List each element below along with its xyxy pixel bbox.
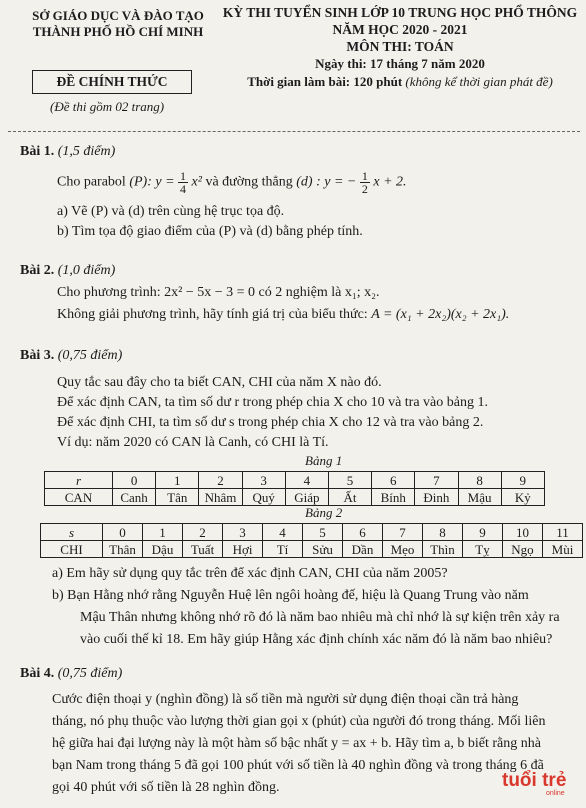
header-divider — [8, 131, 580, 132]
bai2-line2a: Không giải phương trình, hãy tính giá trị của biểu thức: — [57, 307, 368, 322]
exam-date: Ngày thi: 17 tháng 7 năm 2020 — [315, 56, 485, 71]
table-cell: 6 — [372, 472, 415, 489]
pages-note: (Đề thi gồm 02 trang) — [50, 99, 165, 114]
bai4-title: Bài 4. — [20, 666, 55, 681]
table-cell: Mậu — [458, 489, 501, 506]
logo-brand: tuổi trẻ — [502, 770, 567, 791]
bai4-line5: gọi 40 phút với số tiền là 28 nghìn đồng. — [52, 780, 280, 795]
bai4-heading — [20, 665, 122, 683]
table-cell: Thân — [103, 541, 143, 558]
table-cell: Tuất — [183, 541, 223, 558]
table-cell: Canh — [113, 489, 156, 506]
table-cell: 7 — [383, 524, 423, 541]
table2-value-row — [41, 541, 583, 558]
table-cell: Tỵ — [463, 541, 503, 558]
table-cell: 7 — [415, 472, 458, 489]
bai2-points: (1,0 điểm) — [57, 263, 116, 278]
table-cell: Thìn — [423, 541, 463, 558]
fraction-one-half: $\frac{1}{2}$ — [361, 169, 368, 196]
table-cell: 9 — [501, 472, 544, 489]
table-cell: 4 — [263, 524, 303, 541]
table-cell: 2 — [183, 524, 223, 541]
duration-note: (không kể thời gian phát đề) — [405, 74, 553, 89]
table-cell: 0 — [113, 472, 156, 489]
duration — [220, 73, 580, 91]
table1-head-row — [45, 472, 545, 489]
bai1-part-b: b) Tìm tọa độ giao điểm của (P) và (d) bằng phép tính. — [57, 224, 363, 239]
bai3-heading — [20, 347, 122, 365]
bai1-part-a: a) Vẽ (P) và (d) trên cùng hệ trục tọa độ. — [57, 204, 285, 219]
table-cell: Ất — [328, 489, 371, 506]
table-cell: 5 — [303, 524, 343, 541]
bai4-line4: bạn Nam trong tháng 5 đã gọi 100 phút với số tiền là 40 nghìn đồng và trong tháng 6 đã — [52, 758, 544, 773]
header-right — [220, 4, 580, 91]
table-cell: Quý — [242, 489, 285, 506]
bai1-heading — [20, 143, 115, 161]
table-cell: 2 — [199, 472, 242, 489]
bai2-expression: A = (x₁ + 2x₂)(x₂ + 2x₁). — [371, 307, 510, 322]
table-cell: 9 — [463, 524, 503, 541]
school-year: NĂM HỌC 2020 - 2021 — [332, 22, 468, 37]
bai1-intro-b: và đường thẳng — [205, 174, 293, 190]
bai1-points: (1,5 điểm) — [57, 144, 116, 159]
table-cell: 1 — [156, 472, 199, 489]
table-cell: Mẹo — [383, 541, 423, 558]
table-cell: Kỷ — [501, 489, 544, 506]
department-name: SỞ GIÁO DỤC VÀ ĐÀO TẠO — [32, 8, 204, 23]
bai2-title: Bài 2. — [20, 263, 55, 278]
table-cell: Sửu — [303, 541, 343, 558]
table-cell: 3 — [223, 524, 263, 541]
table2-caption: Bảng 2 — [305, 505, 343, 520]
table-can — [44, 471, 545, 506]
table-cell: 1 — [143, 524, 183, 541]
official-label: ĐỀ CHÍNH THỨC — [32, 70, 192, 94]
bai3-line4: Ví dụ: năm 2020 có CAN là Canh, có CHI là Tí. — [57, 435, 329, 450]
table-cell: 11 — [543, 524, 583, 541]
table-cell: CAN — [45, 489, 113, 506]
table-cell: 5 — [328, 472, 371, 489]
exam-title: KỲ THI TUYỂN SINH LỚP 10 TRUNG HỌC PHỔ THÔNG — [222, 5, 578, 20]
table-cell: Tân — [156, 489, 199, 506]
table-cell: 3 — [242, 472, 285, 489]
bai3-line2: Để xác định CAN, ta tìm số dư r trong phép chia X cho 10 và tra vào bảng 1. — [57, 395, 488, 410]
table-cell: Hợi — [223, 541, 263, 558]
city-name: THÀNH PHỐ HỒ CHÍ MINH — [32, 24, 204, 39]
table1-caption: Bảng 1 — [305, 453, 343, 468]
bai1-title: Bài 1. — [20, 144, 55, 159]
table-cell: Mùi — [543, 541, 583, 558]
table-cell: Giáp — [285, 489, 328, 506]
table2-head-row — [41, 524, 583, 541]
table-cell: Bính — [372, 489, 415, 506]
logo-sub: online — [546, 790, 565, 797]
table1-value-row — [45, 489, 545, 506]
table-cell: Ngọ — [503, 541, 543, 558]
bai2-heading — [20, 262, 115, 280]
table-cell: Đinh — [415, 489, 458, 506]
table-cell: 8 — [458, 472, 501, 489]
bai3-question-b3: vào cuối thế kỉ 18. Em hãy giúp Hằng xác định chính xác năm đó là năm bao nhiêu? — [80, 632, 553, 647]
bai1-intro-a: Cho parabol — [57, 174, 126, 190]
bai2-line1: Cho phương trình: 2x² − 5x − 3 = 0 có 2 nghiệm là x₁; x₂. — [57, 285, 380, 300]
bai2-line2 — [57, 306, 509, 324]
table-cell: 4 — [285, 472, 328, 489]
table-chi — [40, 523, 583, 558]
bai4-line3: hệ giữa hai đại lượng này là một hàm số bậc nhất y = ax + b. Hãy tìm a, b biết rằng nhà — [52, 736, 541, 751]
bai3-title: Bài 3. — [20, 348, 55, 363]
bai4-points: (0,75 điểm) — [57, 666, 123, 681]
bai3-question-b2: Mậu Thân nhưng không nhớ rõ đó là năm bao nhiêu mà chỉ nhớ là sự kiện trên xảy ra — [80, 610, 560, 625]
table-cell: 10 — [503, 524, 543, 541]
header-left — [18, 8, 218, 40]
tuoi-tre-logo — [500, 764, 578, 798]
bai4-line1: Cước điện thoại y (nghìn đồng) là số tiền mà người sử dụng điện thoại cần trả hàng — [52, 692, 519, 707]
subject: MÔN THI: TOÁN — [346, 39, 454, 54]
table-cell: CHI — [41, 541, 103, 558]
table-cell: Tí — [263, 541, 303, 558]
table-cell: Dần — [343, 541, 383, 558]
duration-label: Thời gian làm bài: 120 phút — [247, 74, 403, 89]
table-cell: r — [45, 472, 113, 489]
table-cell: Nhâm — [199, 489, 242, 506]
table-cell: 6 — [343, 524, 383, 541]
bai3-question-a: a) Em hãy sử dụng quy tắc trên để xác định CAN, CHI của năm 2005? — [52, 566, 448, 581]
table-cell: 8 — [423, 524, 463, 541]
table-cell: Dậu — [143, 541, 183, 558]
bai1-intro: Cho parabol (P): y = $\frac{1}{4}$ x² và đường thẳng (d) : y = − $\frac{1}{2}$ x + 2. — [57, 169, 407, 196]
table-cell: 0 — [103, 524, 143, 541]
bai3-line3: Để xác định CHI, ta tìm số dư s trong phép chia X cho 12 và tra vào bảng 2. — [57, 415, 484, 430]
table-cell: s — [41, 524, 103, 541]
bai3-question-b1: b) Bạn Hằng nhớ rằng Nguyễn Huệ lên ngôi hoàng đế, hiệu là Quang Trung vào năm — [52, 588, 529, 603]
bai3-points: (0,75 điểm) — [57, 348, 123, 363]
bai3-line1: Quy tắc sau đây cho ta biết CAN, CHI của năm X nào đó. — [57, 375, 382, 390]
bai4-line2: tháng, nó phụ thuộc vào lượng thời gian gọi x (phút) của người đó trong tháng. Mối liên — [52, 714, 546, 729]
fraction-one-quarter: $\frac{1}{4}$ — [180, 169, 187, 196]
